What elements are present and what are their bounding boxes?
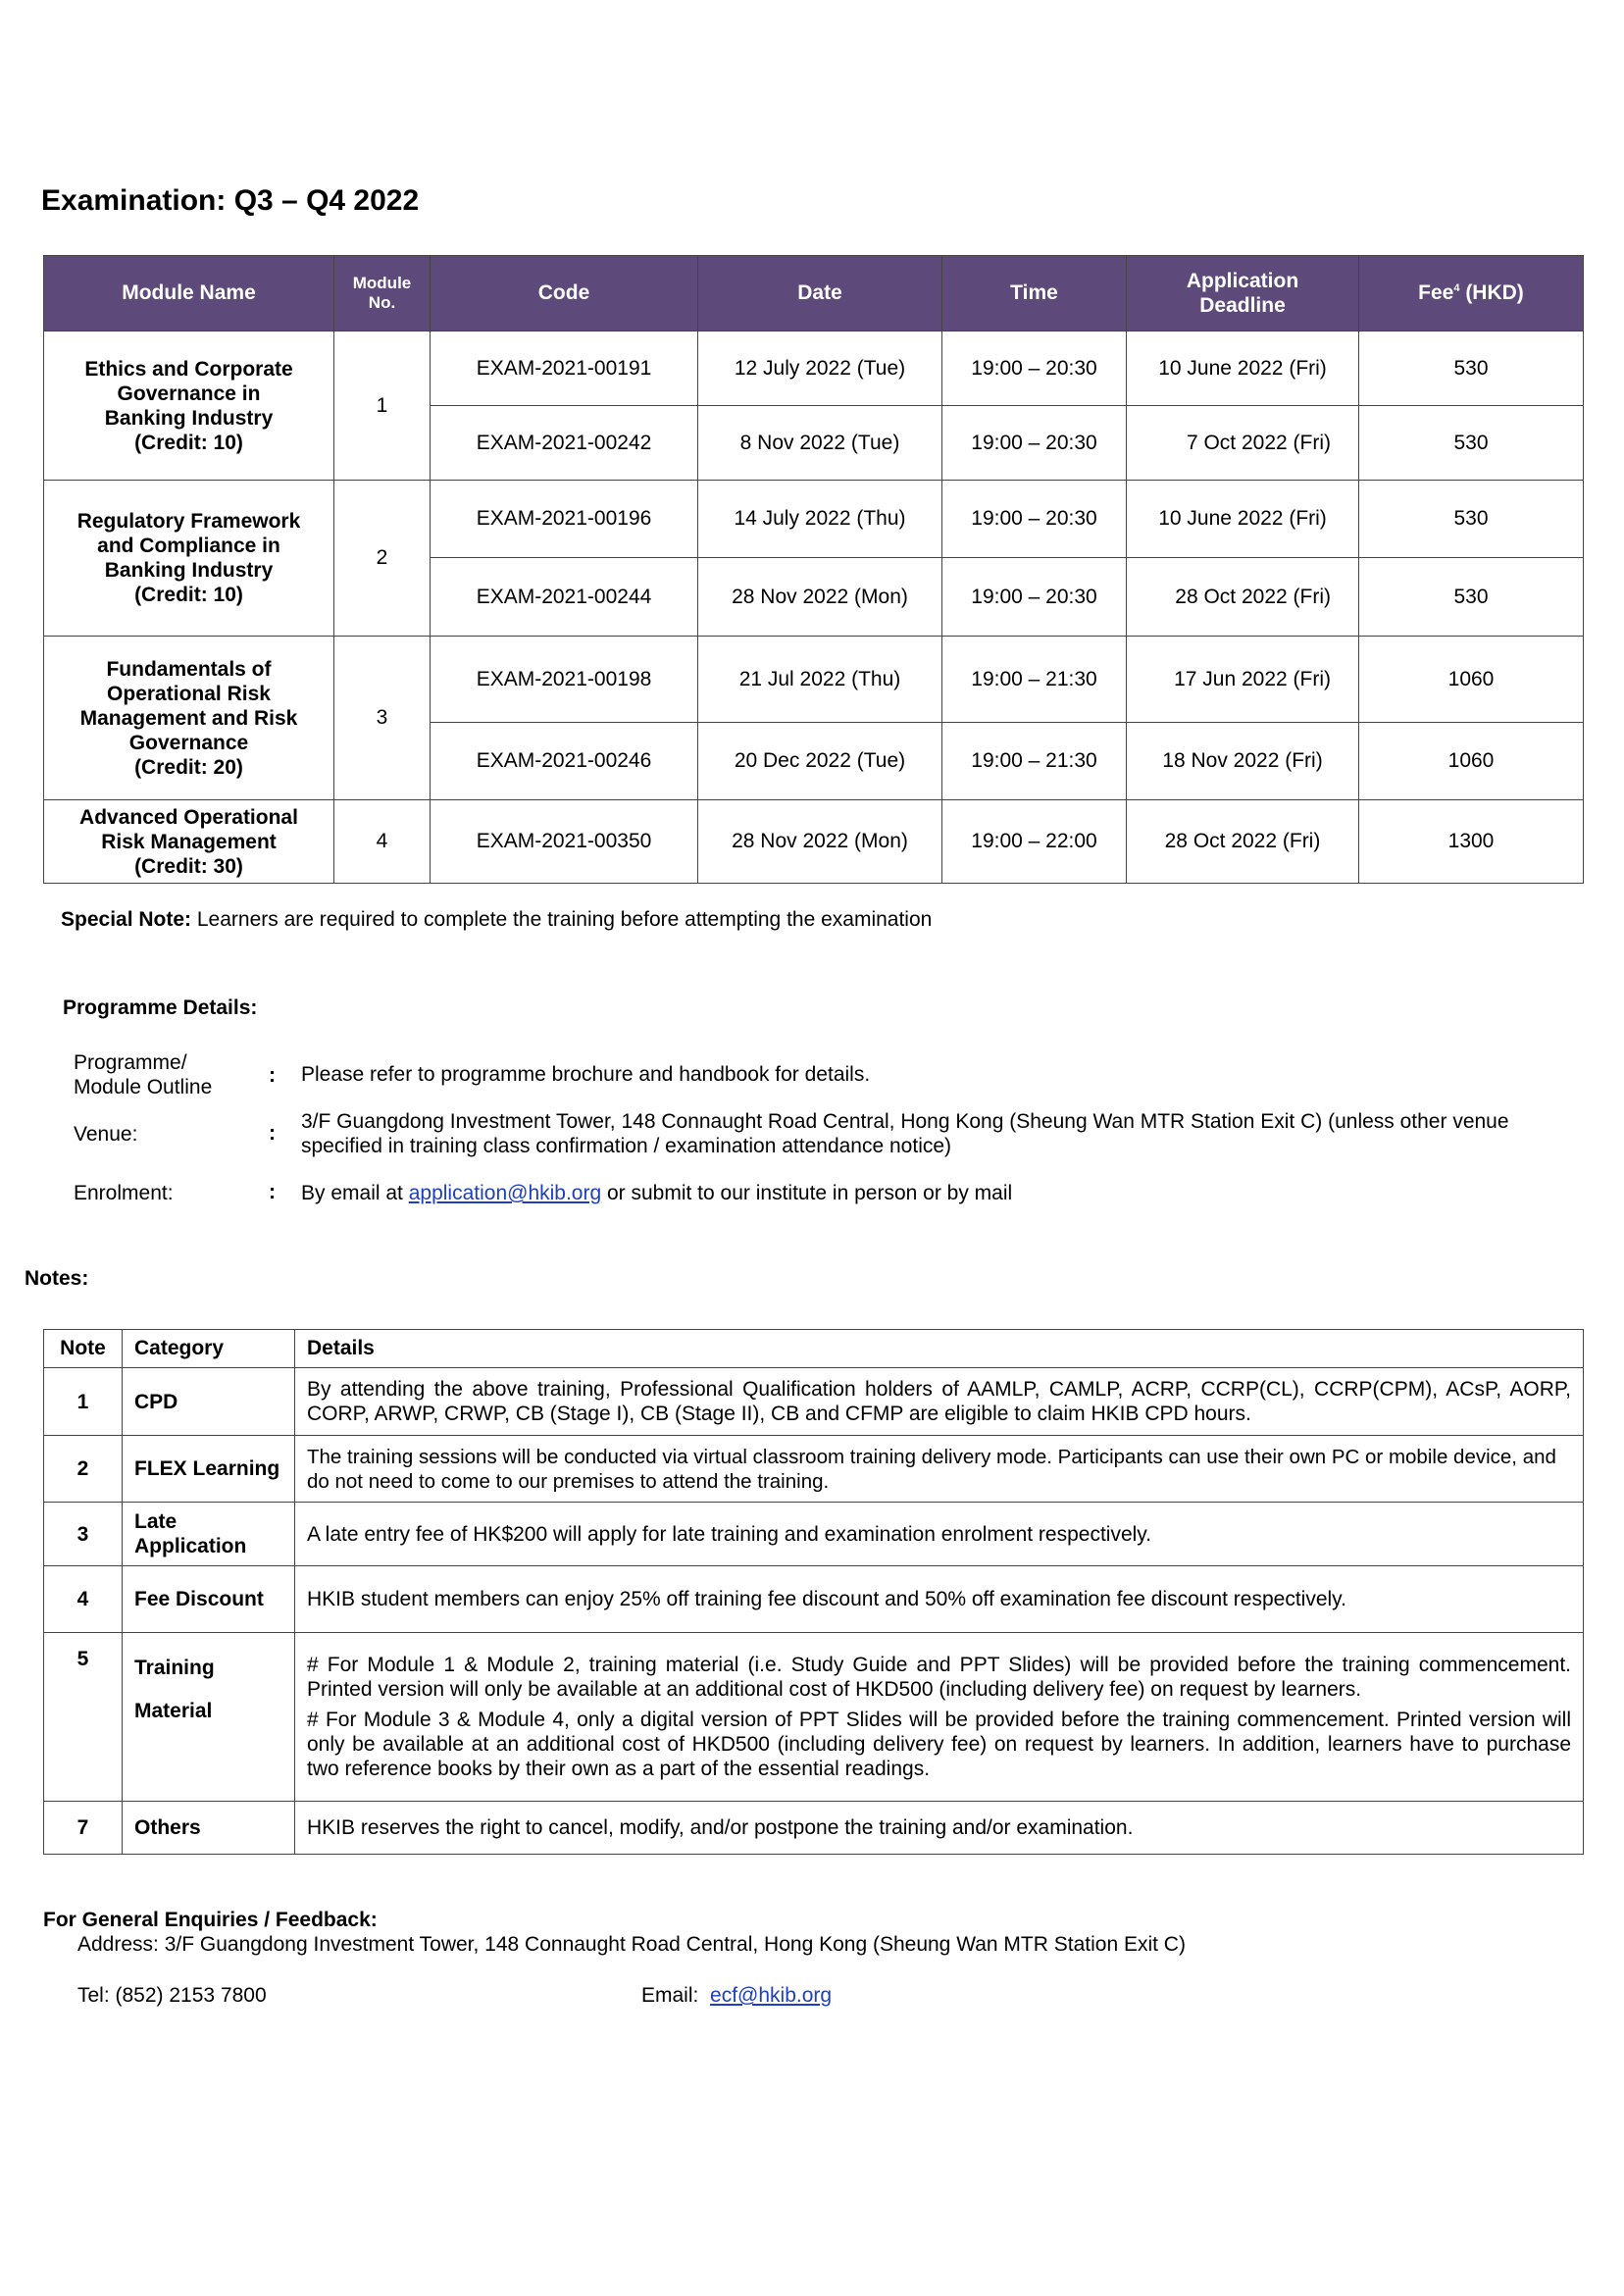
notes-heading: Notes: bbox=[25, 1267, 89, 1290]
special-note-text: Learners are required to complete the training before attempting the examination bbox=[191, 908, 933, 931]
exam-date: 8 Nov 2022 (Tue) bbox=[698, 406, 942, 481]
module-name-line: Risk Management bbox=[101, 830, 277, 853]
module-name-line: Banking Industry bbox=[104, 406, 274, 430]
exam-code: EXAM-2021-00242 bbox=[431, 406, 698, 481]
special-note-label: Special Note: bbox=[61, 908, 192, 931]
module-name-line: Operational Risk bbox=[107, 682, 271, 705]
enrolment-text bbox=[301, 1181, 1576, 1205]
exam-date: 28 Nov 2022 (Mon) bbox=[698, 800, 942, 884]
module-credit: (Credit: 30) bbox=[134, 854, 243, 878]
table-row bbox=[44, 1436, 1584, 1503]
exam-time: 19:00 – 20:30 bbox=[942, 481, 1127, 558]
venue-text-line2: specified in training class confirmation / examination attendance notice) bbox=[301, 1135, 952, 1157]
module-name-cell bbox=[44, 637, 334, 800]
note-details: HKIB student members can enjoy 25% off training fee discount and 50% off examination fee discount respectively. bbox=[295, 1566, 1584, 1633]
enquiries-email-label: Email: bbox=[641, 1984, 711, 2007]
col-header-category: Category bbox=[123, 1330, 295, 1368]
module-no-cell: 3 bbox=[334, 637, 431, 800]
note-number: 7 bbox=[44, 1802, 123, 1855]
module-name-line: Ethics and Corporate bbox=[84, 357, 293, 381]
note-number: 2 bbox=[44, 1436, 123, 1503]
exam-deadline: 18 Nov 2022 (Fri) bbox=[1127, 723, 1359, 800]
table-row bbox=[44, 637, 1584, 723]
note-number: 5 bbox=[44, 1633, 123, 1802]
note-details: By attending the above training, Professional Qualification holders of AAMLP, CAMLP, ACRP, CCRP(CL), CCRP(CPM), ACsP, AORP, CORP, ARWP, CRWP, CB (Stage I), CB (Stage II), CB and CFMP are eligible to claim HKIB CPD hours. bbox=[295, 1368, 1584, 1436]
module-name-line: Fundamentals of bbox=[106, 657, 272, 681]
module-name-line: Governance bbox=[128, 731, 249, 754]
exam-schedule-table bbox=[43, 255, 1584, 884]
note-details-paragraph: # For Module 3 & Module 4, only a digital version of PPT Slides will be provided before the training commencement. Printed version will only be available at an additional cost of HKD500 (including delivery fee) on request by learners. In addition, learners have to purchase two reference books by their own as a part of the essential readings. bbox=[307, 1709, 1571, 1780]
note-category: CPD bbox=[123, 1368, 295, 1436]
module-credit: (Credit: 10) bbox=[134, 431, 243, 454]
exam-date: 12 July 2022 (Tue) bbox=[698, 332, 942, 406]
exam-time: 19:00 – 22:00 bbox=[942, 800, 1127, 884]
col-header-fee bbox=[1359, 256, 1584, 332]
venue-text bbox=[301, 1109, 1576, 1158]
venue-text-line1: 3/F Guangdong Investment Tower, 148 Connaught Road Central, Hong Kong (Sheung Wan MTR Station Exit C) (unless other venue bbox=[301, 1110, 1509, 1133]
note-category: Others bbox=[123, 1802, 295, 1855]
page-title: Examination: Q3 – Q4 2022 bbox=[41, 184, 420, 217]
note-category: Late Application bbox=[123, 1503, 295, 1566]
exam-fee: 530 bbox=[1359, 558, 1584, 637]
note-details: The training sessions will be conducted via virtual classroom training delivery mode. Participants can use their own PC or mobile device, and do not need to come to our premises to attend the training. bbox=[295, 1436, 1584, 1503]
module-name-line: Banking Industry bbox=[104, 559, 274, 582]
note-number: 1 bbox=[44, 1368, 123, 1436]
exam-time: 19:00 – 21:30 bbox=[942, 723, 1127, 800]
note-category: Fee Discount bbox=[123, 1566, 295, 1633]
note-details-paragraph: # For Module 1 & Module 2, training material (i.e. Study Guide and PPT Slides) will be provided before the training commencement. Printed version will only be available at an additional cost of HKD500 (including delivery fee) on request by learners. bbox=[307, 1654, 1571, 1701]
note-details: HKIB reserves the right to cancel, modify, and/or postpone the training and/or examination. bbox=[295, 1802, 1584, 1855]
notes-table-header bbox=[44, 1330, 1584, 1368]
col-header-date: Date bbox=[698, 256, 942, 332]
table-row bbox=[44, 1802, 1584, 1855]
enrolment-email-link[interactable]: application@hkib.org bbox=[408, 1182, 602, 1204]
enquiries-tel: Tel: (852) 2153 7800 bbox=[77, 1984, 267, 2007]
module-no-cell: 2 bbox=[334, 481, 431, 637]
exam-code: EXAM-2021-00198 bbox=[431, 637, 698, 723]
exam-code: EXAM-2021-00196 bbox=[431, 481, 698, 558]
programme-outline-label-line2: Module Outline bbox=[74, 1076, 213, 1098]
col-header-code: Code bbox=[431, 256, 698, 332]
programme-outline-label bbox=[74, 1050, 212, 1099]
venue-label: Venue: bbox=[74, 1123, 138, 1146]
note-number: 4 bbox=[44, 1566, 123, 1633]
enrolment-prefix: By email at bbox=[301, 1182, 409, 1204]
table-row bbox=[44, 1503, 1584, 1566]
note-category-line1: Training bbox=[134, 1657, 215, 1679]
table-row bbox=[44, 1566, 1584, 1633]
module-name-line: Management and Risk bbox=[79, 706, 298, 730]
exam-deadline: 10 June 2022 (Fri) bbox=[1127, 481, 1359, 558]
col-header-module-no bbox=[334, 256, 431, 332]
table-row bbox=[44, 1368, 1584, 1436]
note-category: FLEX Learning bbox=[123, 1436, 295, 1503]
col-header-details: Details bbox=[295, 1330, 1584, 1368]
outline-colon: : bbox=[269, 1064, 276, 1087]
enquiries-email-link[interactable]: ecf@hkib.org bbox=[710, 1984, 833, 2007]
exam-time: 19:00 – 20:30 bbox=[942, 558, 1127, 637]
table-row bbox=[44, 332, 1584, 406]
exam-code: EXAM-2021-00244 bbox=[431, 558, 698, 637]
module-name-cell bbox=[44, 481, 334, 637]
note-details bbox=[295, 1633, 1584, 1802]
module-credit: (Credit: 20) bbox=[134, 755, 243, 779]
col-header-fee-unit: (HKD) bbox=[1459, 281, 1524, 304]
note-details: A late entry fee of HK$200 will apply for late training and examination enrolment respectively. bbox=[295, 1503, 1584, 1566]
exam-code: EXAM-2021-00191 bbox=[431, 332, 698, 406]
note-category bbox=[123, 1633, 295, 1802]
table-row bbox=[44, 800, 1584, 884]
special-note bbox=[61, 908, 932, 932]
fee-footnote-ref: 4 bbox=[1453, 282, 1460, 294]
exam-deadline: 7 Oct 2022 (Fri) bbox=[1127, 406, 1359, 481]
col-header-note: Note bbox=[44, 1330, 123, 1368]
enrolment-colon: : bbox=[269, 1181, 276, 1203]
col-header-module-no-line1: Module bbox=[352, 274, 412, 292]
module-no-cell: 1 bbox=[334, 332, 431, 481]
col-header-deadline bbox=[1127, 256, 1359, 332]
exam-time: 19:00 – 20:30 bbox=[942, 406, 1127, 481]
venue-colon: : bbox=[269, 1122, 276, 1145]
exam-fee: 530 bbox=[1359, 332, 1584, 406]
note-category-line2: Material bbox=[134, 1700, 213, 1722]
enquiries-email bbox=[641, 1984, 832, 2008]
exam-time: 19:00 – 21:30 bbox=[942, 637, 1127, 723]
module-name-cell bbox=[44, 800, 334, 884]
col-header-module-no-line2: No. bbox=[368, 293, 396, 312]
enquiries-heading: For General Enquiries / Feedback: bbox=[43, 1909, 378, 1931]
programme-outline-label-line1: Programme/ bbox=[74, 1051, 187, 1074]
col-header-fee-label: Fee bbox=[1418, 281, 1454, 304]
exam-deadline: 28 Oct 2022 (Fri) bbox=[1127, 800, 1359, 884]
module-name-cell bbox=[44, 332, 334, 481]
module-name-line: and Compliance in bbox=[97, 535, 280, 557]
exam-date: 28 Nov 2022 (Mon) bbox=[698, 558, 942, 637]
module-credit: (Credit: 10) bbox=[134, 584, 243, 606]
module-name-line: Advanced Operational bbox=[79, 805, 298, 829]
exam-date: 21 Jul 2022 (Thu) bbox=[698, 637, 942, 723]
enquiries-address: Address: 3/F Guangdong Investment Tower, 148 Connaught Road Central, Hong Kong (Sheung Wan MTR Station Exit C) bbox=[77, 1933, 1186, 1956]
exam-date: 14 July 2022 (Thu) bbox=[698, 481, 942, 558]
col-header-time: Time bbox=[942, 256, 1127, 332]
exam-date: 20 Dec 2022 (Tue) bbox=[698, 723, 942, 800]
exam-fee: 1300 bbox=[1359, 800, 1584, 884]
exam-code: EXAM-2021-00246 bbox=[431, 723, 698, 800]
exam-fee: 1060 bbox=[1359, 723, 1584, 800]
enrolment-label: Enrolment: bbox=[74, 1182, 174, 1204]
programme-details-heading: Programme Details: bbox=[63, 996, 258, 1019]
exam-fee: 1060 bbox=[1359, 637, 1584, 723]
programme-outline-text: Please refer to programme brochure and handbook for details. bbox=[301, 1063, 871, 1086]
module-name-line: Regulatory Framework bbox=[76, 510, 301, 533]
col-header-deadline-line1: Application bbox=[1186, 270, 1299, 292]
col-header-module-name: Module Name bbox=[44, 256, 334, 332]
exam-fee: 530 bbox=[1359, 481, 1584, 558]
note-number: 3 bbox=[44, 1503, 123, 1566]
exam-deadline: 10 June 2022 (Fri) bbox=[1127, 332, 1359, 406]
exam-fee: 530 bbox=[1359, 406, 1584, 481]
exam-table-header bbox=[44, 256, 1584, 332]
notes-table bbox=[43, 1329, 1584, 1855]
table-row bbox=[44, 481, 1584, 558]
module-name-line: Governance in bbox=[117, 382, 261, 405]
exam-deadline: 28 Oct 2022 (Fri) bbox=[1127, 558, 1359, 637]
exam-deadline: 17 Jun 2022 (Fri) bbox=[1127, 637, 1359, 723]
enrolment-suffix: or submit to our institute in person or by mail bbox=[601, 1182, 1013, 1204]
module-no-cell: 4 bbox=[334, 800, 431, 884]
table-row bbox=[44, 1633, 1584, 1802]
col-header-deadline-line2: Deadline bbox=[1199, 294, 1286, 317]
exam-code: EXAM-2021-00350 bbox=[431, 800, 698, 884]
exam-time: 19:00 – 20:30 bbox=[942, 332, 1127, 406]
